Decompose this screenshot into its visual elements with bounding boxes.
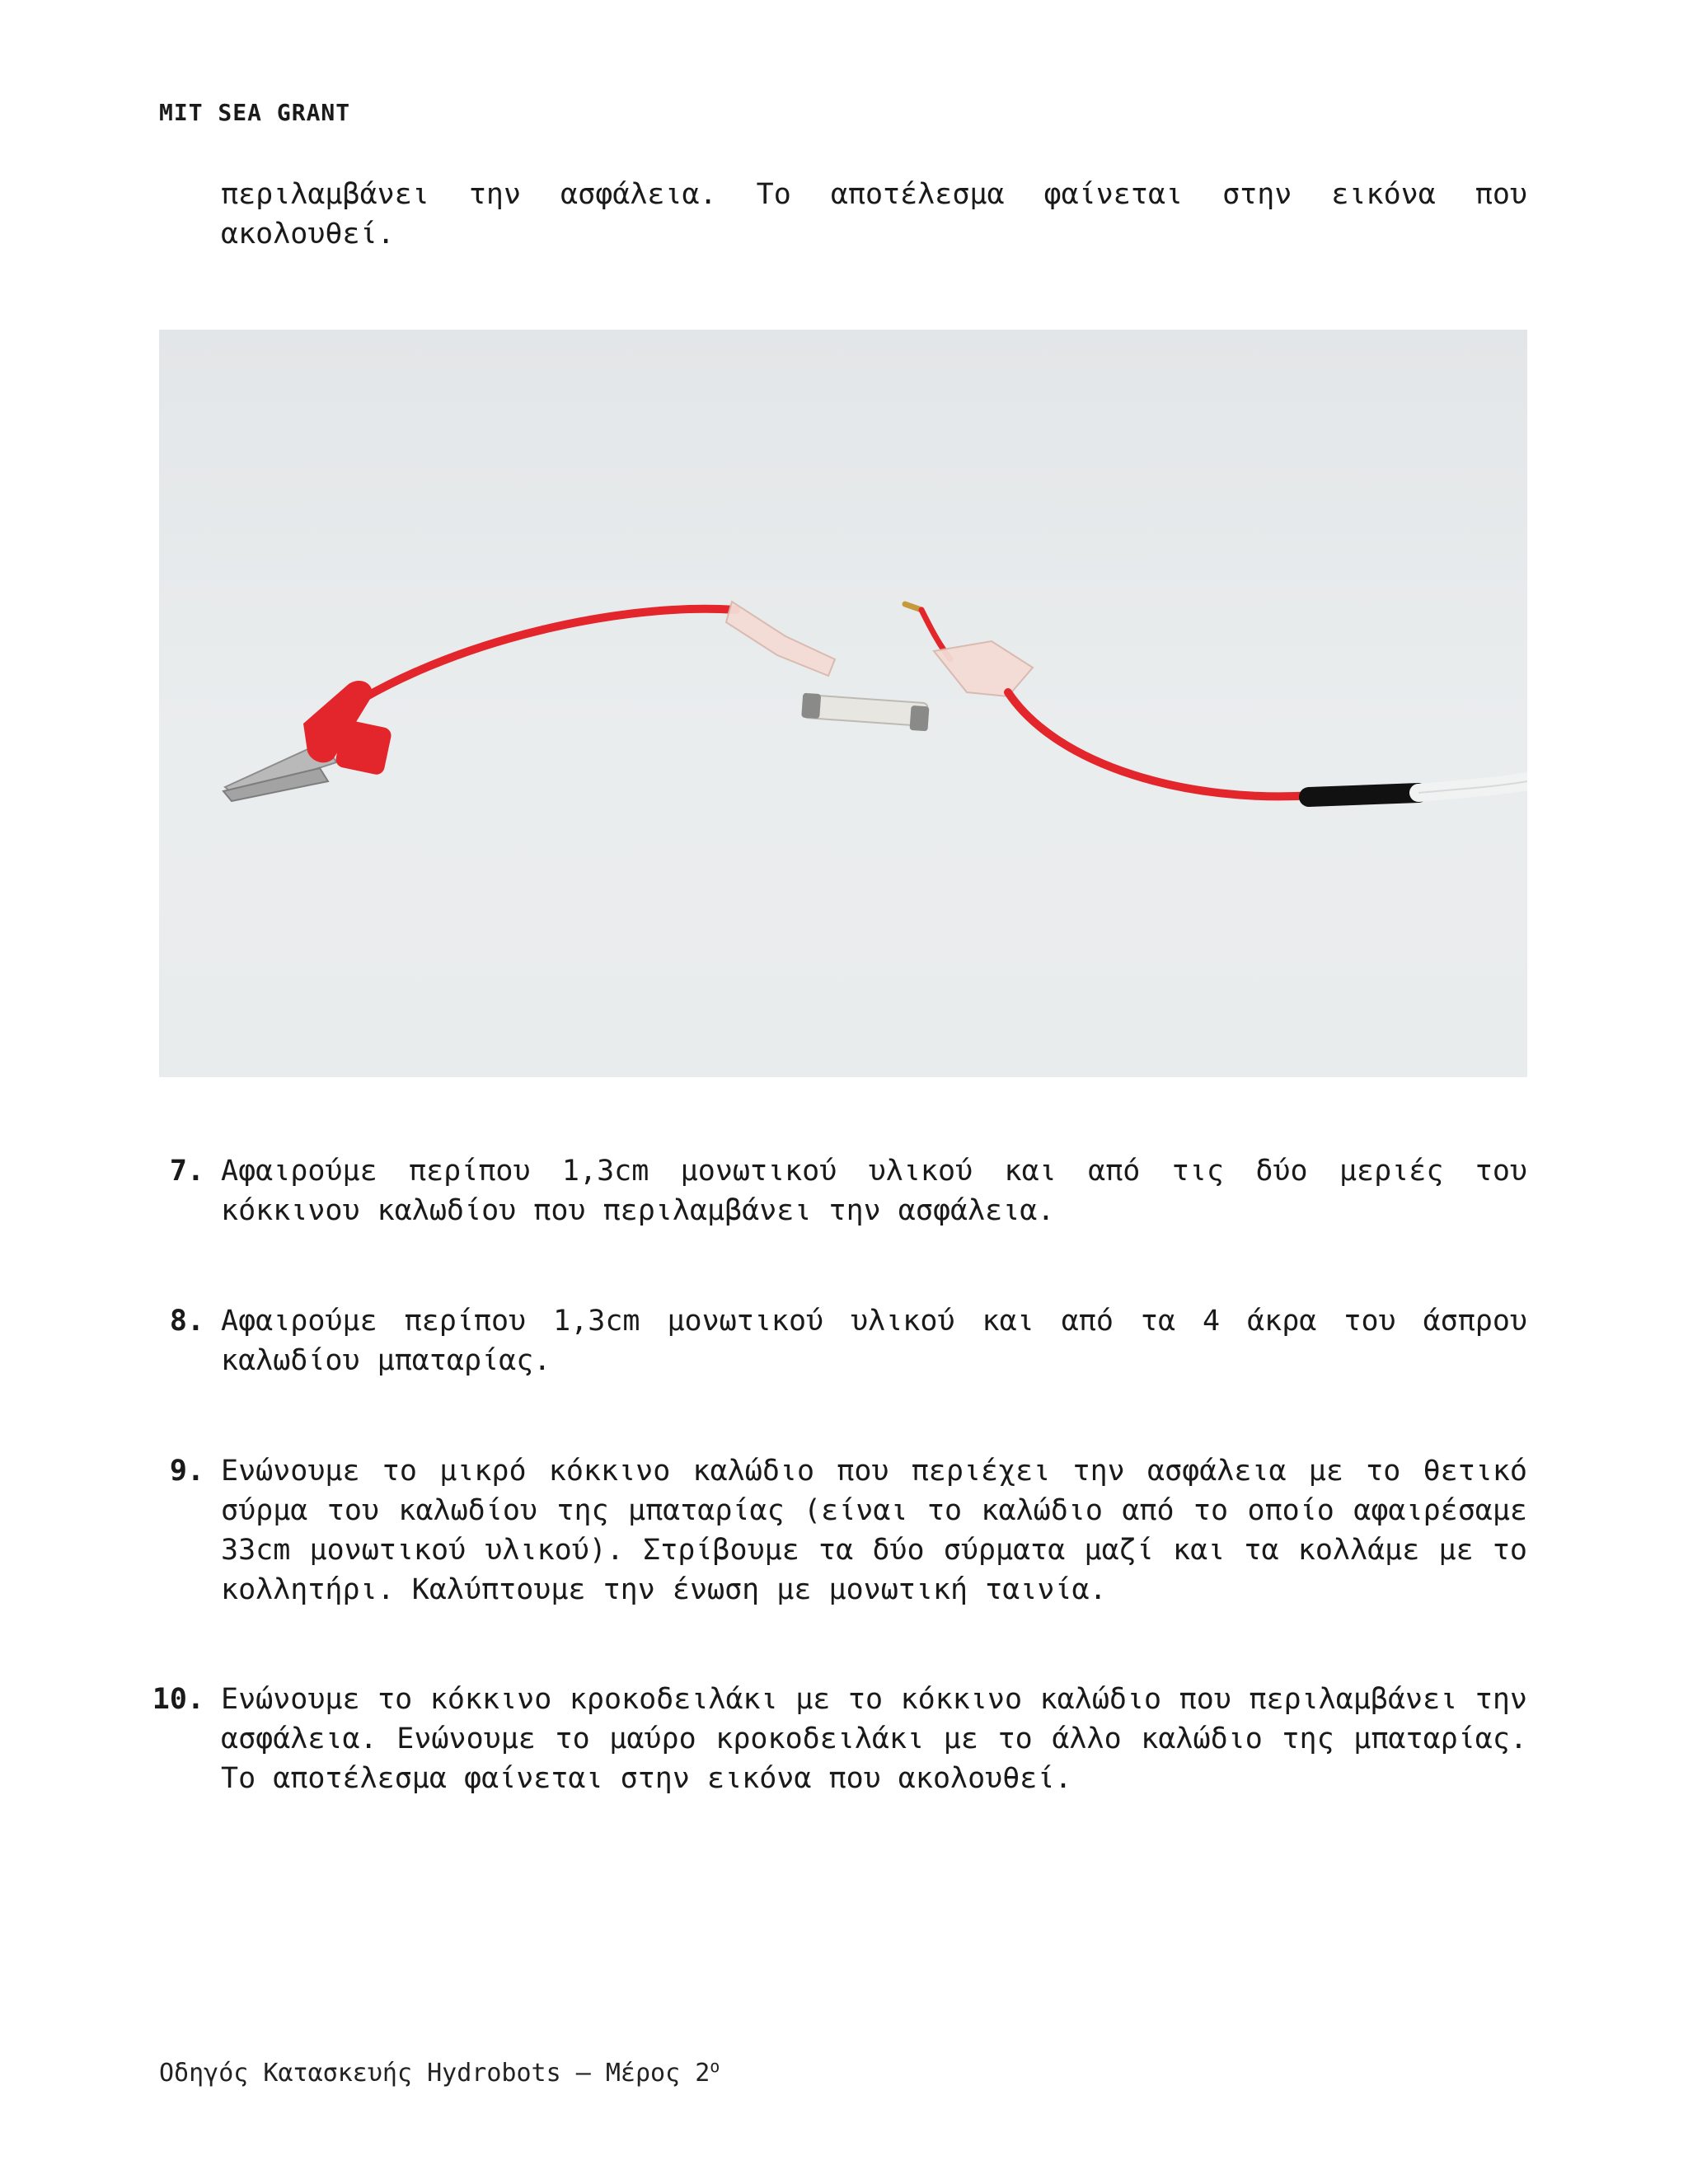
fuse-holder-left: [726, 602, 835, 676]
intro-paragraph: περιλαμβάνει την ασφάλεια. Το αποτέλεσμα φαίνεται στην εικόνα που ακολουθεί.: [221, 178, 1527, 251]
step-text: Αφαιρούμε περίπου 1,3cm μονωτικού υλικού και από τα 4 άκρα του άσπρου καλωδίου μπαταρίας.: [221, 1305, 1527, 1377]
red-wire-left: [320, 609, 736, 727]
step-number: 9.: [169, 1455, 204, 1488]
document-footer: [159, 2056, 720, 2088]
black-insulating-tape: [1309, 793, 1418, 797]
photo-fuse-wire-assembly: [159, 330, 1527, 1077]
document-header: MIT SEA GRANT: [159, 99, 351, 126]
glass-fuse: [801, 693, 929, 732]
red-wire-right: [1008, 692, 1313, 796]
step-number: 10.: [152, 1683, 204, 1716]
fuse-holder-right: [934, 641, 1033, 696]
step-text: Ενώνουμε το μικρό κόκκινο καλώδιο που περιέχει την ασφάλεια με το θετικό σύρμα του καλωδίου της μπαταρίας (είναι το καλώδιο από το οποίο αφαιρέσαμε 33cm μονωτικού υλικού). Στρίβουμε τα δύο σύρματα μαζί και τα κολλάμε με το κολλητήρι. Καλύπτουμε την ένωση με μονωτική ταινία.: [221, 1455, 1527, 1606]
photo-illustration: [159, 330, 1527, 1077]
footer-text: Οδηγός Κατασκευής Hydrobots – Μέρος 2: [159, 2059, 710, 2088]
step-text: Αφαιρούμε περίπου 1,3cm μονωτικού υλικού και από τις δύο μεριές του κόκκινου καλωδίου που περιλαμβάνει την ασφάλεια.: [221, 1155, 1527, 1227]
step-number: 8.: [169, 1305, 204, 1338]
footer-superscript: ο: [710, 2056, 720, 2076]
step-number: 7.: [169, 1155, 204, 1188]
step-text: Ενώνουμε το κόκκινο κροκοδειλάκι με το κόκκινο καλώδιο που περιλαμβάνει την ασφάλεια. Ενώνουμε το μαύρο κροκοδειλάκι με το άλλο καλώδιο της μπαταρίας. Το αποτέλεσμα φαίνεται στην εικόνα που ακολουθεί.: [221, 1683, 1527, 1795]
